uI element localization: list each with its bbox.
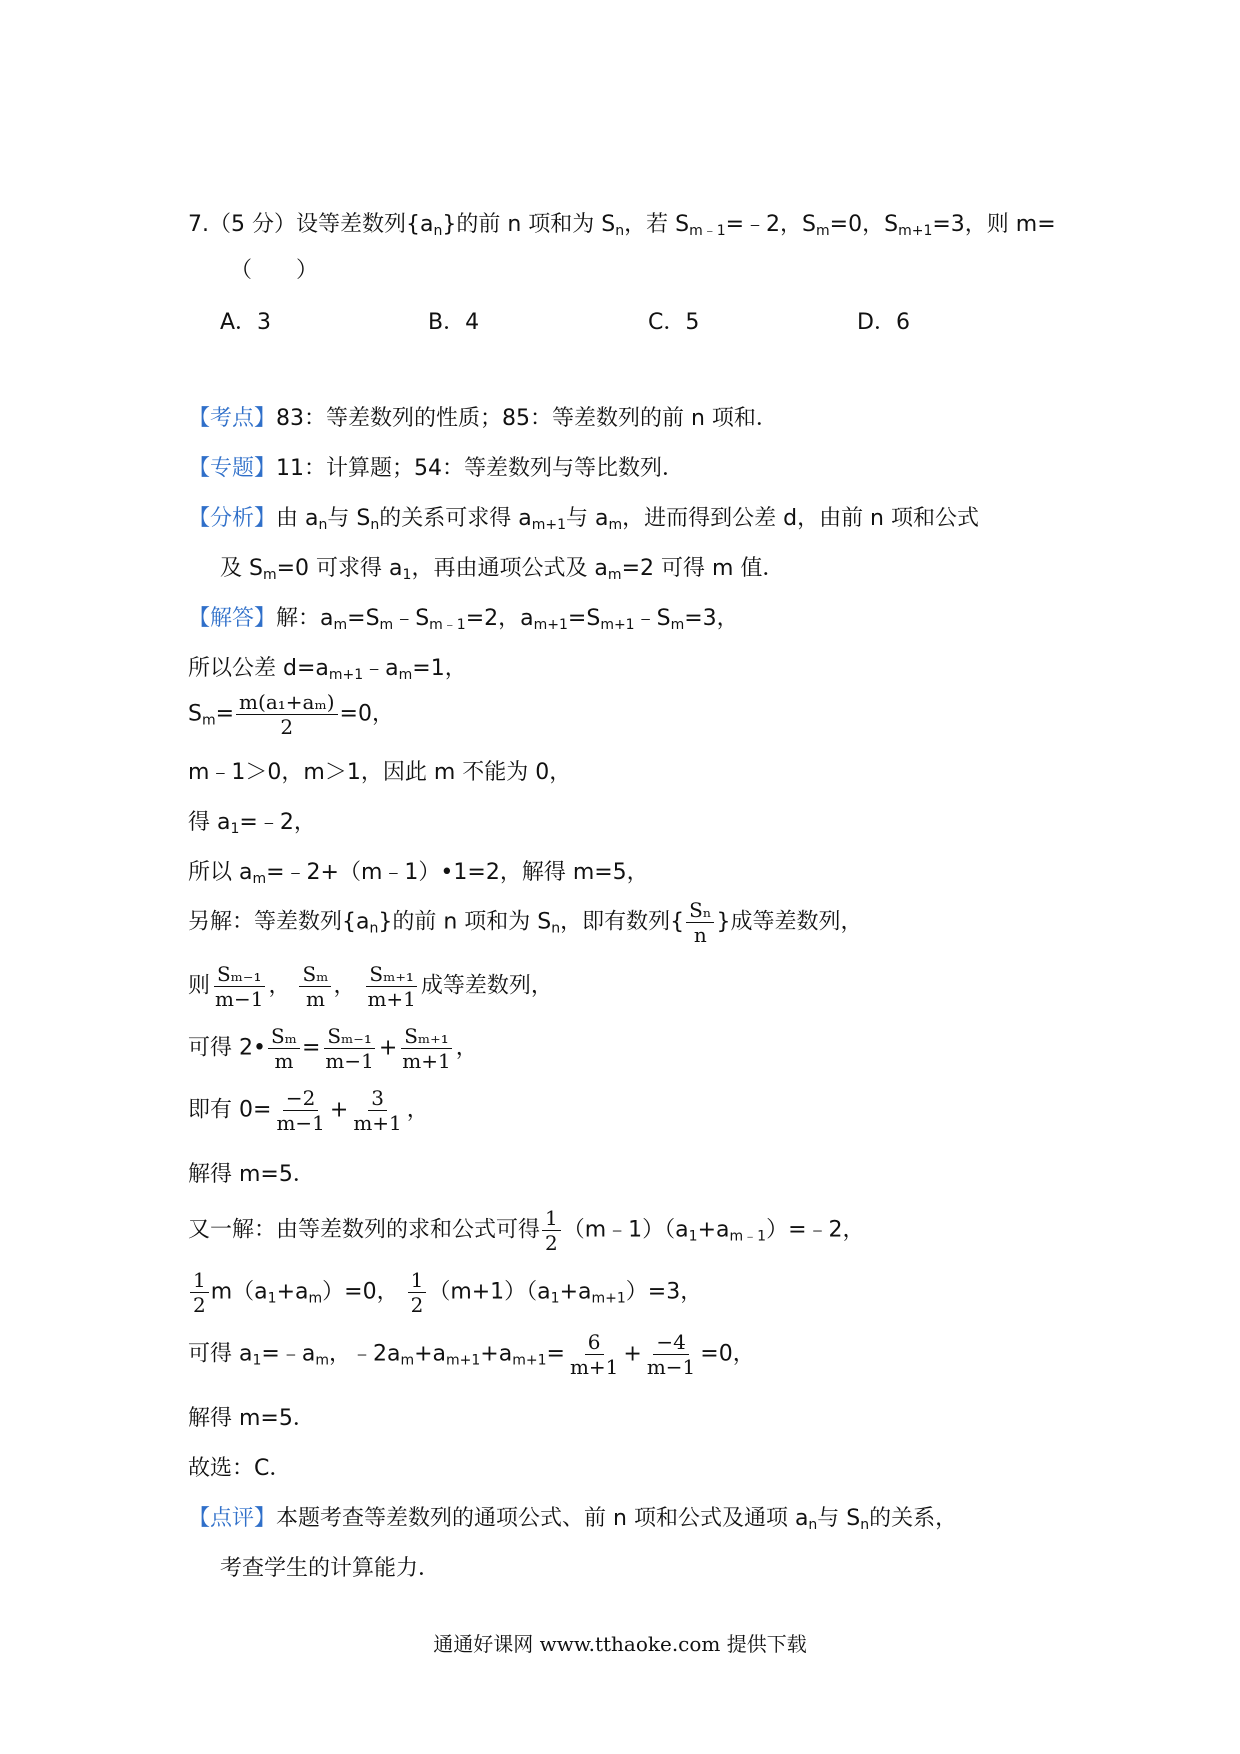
kaodian-line: 【考点】83：等差数列的性质；85：等差数列的前 n 项和．: [188, 406, 778, 431]
jieda-tag: 【解答】: [188, 606, 277, 631]
jieda-line-13: $\frac{1}{2}$ $m(a_1+a_m)=0$， $\frac{1}{2}$ $(m+1)(a_1+a_{m+1})=3$，: [188, 1268, 702, 1317]
question-paren: （ ）: [230, 258, 319, 283]
jieda-line-9: 可得 2• $\frac{\text{Sₘ}}{m}$ = $\frac{\text{Sₘ₋₁}}{m-1}$ + $\frac{\text{Sₘ₊₁}}{m+1}$ ，: [188, 1024, 478, 1073]
dianping-line-2: 考查学生的计算能力．: [220, 1556, 441, 1581]
fraction-sm-1: $\frac{\text{Sₘ₋₁}}{m-1}$: [215, 962, 264, 1011]
jieda-line-6: 所以 $a_m=﹣2+(m﹣1)•1=2$，解得 m=5，: [188, 860, 649, 887]
jieda-line-8: 则 $\frac{\text{Sₘ₋₁}}{m-1}$ ， $\frac{\text{Sₘ}}{m}$ ， $\frac{\text{Sₘ₊₁}}{m+1}$ 成等差数列，: [188, 962, 553, 1011]
fraction-sm: $\frac{\text{Sₘ}}{m}$: [299, 962, 331, 1011]
jieda-line-1: 【解答】解：$a_m=S_m﹣S_{m﹣1}=2$，$a_{m+1}=S_{m+1}﹣S_m=3$，: [188, 606, 739, 633]
sn-over-n-fraction: $\frac{\text{Sₙ}}{n}$: [686, 898, 714, 947]
fraction-sm+1: $\frac{\text{Sₘ₊₁}}{m+1}$: [367, 962, 416, 1011]
sm-formula-fraction: $\frac{\text{m(a₁+aₘ)}}{2}$: [236, 690, 337, 739]
jieda-line-14: 可得 $a_1=﹣a_m$，$﹣2a_m+a_{m+1}+a_{m+1}=$ $\frac{6}{m+1}$ + $\frac{-4}{m-1}$ =0，: [188, 1330, 755, 1379]
dianping-tag: 【点评】: [188, 1506, 277, 1531]
fenxi-line-2: 及 $S_m=0$ 可求得 $a_1$，再由通项公式及 $a_m=2$ 可得 m 值．: [220, 556, 785, 583]
jieda-line-5: 得 $a_1=﹣2$，: [188, 810, 316, 837]
jieda-line-16: 故选：C．: [188, 1456, 292, 1481]
question-label: 7.（5 分）设等差数列{a: [188, 212, 434, 237]
jieda-line-7: 另解：等差数列$\{a_n\}$的前 n 项和为 $S_n$，即有数列{ $\frac{\text{Sₙ}}{n}$ }成等差数列，: [188, 898, 863, 947]
fenxi-tag: 【分析】: [188, 506, 277, 531]
jieda-line-15: 解得 m=5．: [188, 1406, 315, 1431]
jieda-line-10: 即有 0= $\frac{-2}{m-1}$ + $\frac{3}{m+1}$ ，: [188, 1086, 429, 1135]
page-footer: 通通好课网 www.tthaoke.com 提供下载: [433, 1632, 807, 1656]
jieda-line-4: m﹣1＞0，m＞1，因此 m 不能为 0，: [188, 760, 572, 785]
dianping-line-1: 【点评】本题考查等差数列的通项公式、前 n 项和公式及通项 $a_n$与 $S_n$的关系，: [188, 1506, 958, 1533]
jieda-line-12: 又一解：由等差数列的求和公式可得 $\frac{1}{2}$ $(m﹣1)(a_1+a_{m﹣1})=﹣2$，: [188, 1206, 865, 1255]
jieda-line-3: $S_m=$ $\frac{\text{m(a₁+aₘ)}}{2}$ =0，: [188, 690, 394, 739]
zhuanti-tag: 【专题】: [188, 456, 277, 481]
kaodian-tag: 【考点】: [188, 406, 277, 431]
option-d: D．6: [857, 310, 910, 335]
option-a: A．3: [220, 310, 272, 335]
fenxi-line-1: 【分析】由 $a_n$与 $S_n$的关系可求得 $a_{m+1}$与 $a_m$，进而得到公差 d，由前 n 项和公式: [188, 506, 979, 533]
question-line-1: 7.（5 分）设等差数列$\{a_n\}$的前 n 项和为 $S_n$，若 $S_{m﹣1}=﹣2$，$S_m=0$，$S_{m+1}=3$，则 m=: [188, 212, 1056, 239]
jieda-line-11: 解得 m=5．: [188, 1162, 315, 1187]
option-b: B．4: [428, 310, 480, 335]
option-c: C．5: [648, 310, 700, 335]
zhuanti-line: 【专题】11：计算题；54：等差数列与等比数列．: [188, 456, 685, 481]
jieda-line-2: 所以公差 $d=a_{m+1}﹣a_m=1$，: [188, 656, 467, 683]
